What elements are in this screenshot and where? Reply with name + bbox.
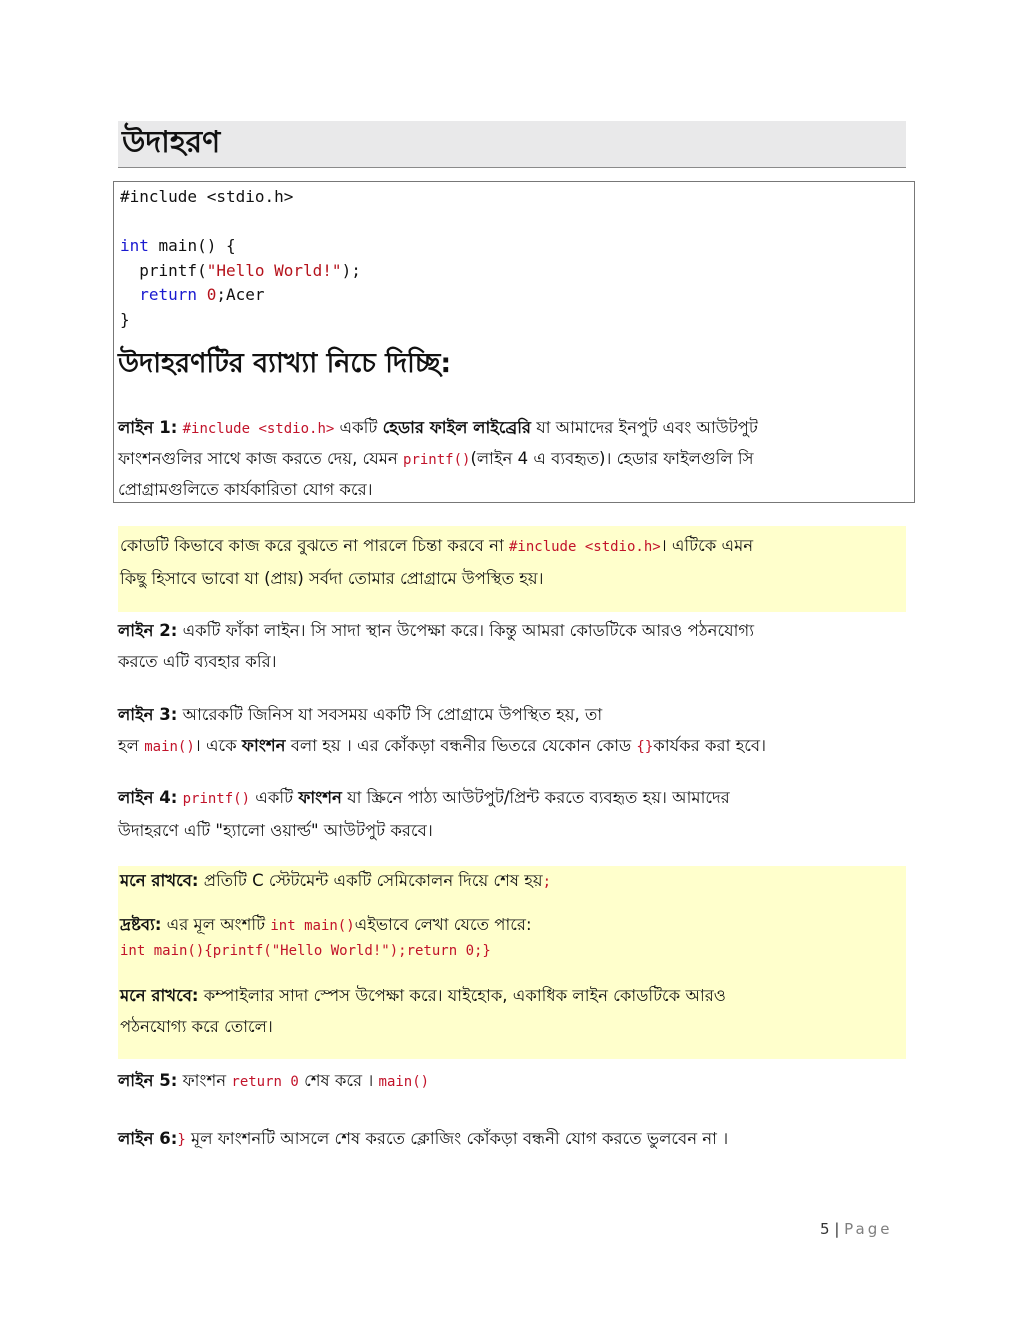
inline-code: } (177, 1132, 186, 1148)
inline-code: #include <stdio.h> (508, 539, 661, 555)
code-string: "Hello World!" (206, 260, 342, 280)
inline-code: main() (144, 739, 195, 755)
inline-code: main() (378, 1074, 430, 1090)
code-keyword-return: return (120, 285, 198, 304)
remember-label: মনে রাখবে: (120, 871, 199, 890)
note-1-text: কোডটি কিভাবে কাজ করে বুঝতে না পারলে চিন্তা করবে না #include <stdio.h>। এটিকে এমন কিছু হিসাবে ভাবো যা (প্রায়) সর্বদা তোমার প্রোগ্রামে উপস্থিত হয়। (120, 536, 754, 588)
code-line-5: return 0;Acer (120, 285, 265, 304)
remember-note: মনে রাখবে: প্রতিটি C স্টেটমেন্ট একটি সেমিকোলন দিয়ে শেষ হয়; (120, 871, 552, 890)
page-label: Page (844, 1220, 893, 1238)
inline-code: #include <stdio.h> (182, 421, 335, 437)
bold-term: হেডার ফাইল লাইব্রেরি (382, 418, 532, 437)
section-heading-bar (118, 121, 906, 168)
line-4-label: লাইন 4: (118, 788, 178, 807)
line-6-label: লাইন 6: (118, 1129, 178, 1148)
section-heading: উদাহরণ (122, 125, 221, 160)
line-4-paragraph: লাইন 4: printf() একটি ফাংশন যা স্ক্রিনে পাঠ্য আউটপুট/প্রিন্ট করতে ব্যবহৃত হয়। আমাদের উদাহরণে এটি "হ্যালো ওয়ার্ল্ড" আউটপুট করবে। (118, 788, 730, 840)
inline-code: printf() (403, 452, 471, 468)
drishtobbo-label: দ্রষ্টব্য: (120, 915, 162, 934)
code-block (120, 185, 361, 332)
inline-code: {} (636, 739, 654, 755)
line-2-label: লাইন 2: (118, 621, 178, 640)
line-6-paragraph: লাইন 6:} মূল ফাংশনটি আসলে শেষ করতে ক্লোজিং কোঁকড়া বন্ধনী যোগ করতে ভুলবেন না । (118, 1129, 729, 1148)
line-2-paragraph: লাইন 2: একটি ফাঁকা লাইন। সি সাদা স্থান উপেক্ষা করে। কিন্তু আমরা কোডটিকে আরও পঠনযোগ্য করতে এটি ব্যবহার করি। (118, 621, 755, 671)
code-line-4: printf("Hello World!"); (120, 260, 361, 280)
code-line-6: } (120, 309, 130, 329)
line-1-label: লাইন 1: (118, 418, 178, 437)
inline-code: printf() (182, 791, 251, 807)
line-1-paragraph: লাইন 1: #include <stdio.h> একটি হেডার ফাইল লাইব্রেরি যা আমাদের ইনপুট এবং আউটপুট ফাংশনগুলির সাথে কাজ করতে দেয়, যেমন printf()(লাইন 4 এ ব্যবহৃত)। হেডার ফাইলগুলি সি প্রোগ্রামগুলিতে কার্যকারিতা যোগ করে। (118, 418, 758, 499)
remember-label: মনে রাখবে: (120, 986, 199, 1005)
drishtobbo-note: দ্রষ্টব্য: এর মূল অংশটি int main()এইভাবে লেখা যেতে পারে: int main(){printf("Hello World!");return 0;} (120, 915, 532, 959)
bold-term: ফাংশন (241, 736, 286, 755)
line-3-paragraph: লাইন 3: আরেকটি জিনিস যা সবসময় একটি সি প্রোগ্রামে উপস্থিত হয়, তা হল main()। একে ফাংশন বলা হয় । এর কোঁকড়া বন্ধনীর ভিতরে যেকোন কোড {}কার্যকর করা হবে। (118, 705, 767, 755)
line-3-label: লাইন 3: (118, 705, 178, 724)
inline-code: return 0 (231, 1074, 299, 1090)
code-line-3: int main() { (120, 236, 236, 255)
line-5-paragraph: লাইন 5: ফাংশন return 0 শেষ করে । main() (118, 1071, 430, 1090)
code-number: 0 (206, 285, 217, 304)
bold-term: ফাংশন (298, 788, 342, 807)
remember-note-2: মনে রাখবে: কম্পাইলার সাদা স্পেস উপেক্ষা করে। যাইহোক, একাধিক লাইন কোডটিকে আরও পঠনযোগ্য করে তোলে। (120, 986, 726, 1036)
inline-code: int main() (270, 918, 355, 934)
explanation-title: উদাহরণটির ব্যাখ্যা নিচে দিচ্ছি: (118, 348, 452, 379)
page-number: 5 (820, 1220, 830, 1238)
code-keyword-int: int (120, 236, 149, 255)
line-5-label: লাইন 5: (118, 1071, 178, 1090)
page-footer: 5 | Page (820, 1220, 893, 1238)
code-line-1: #include <stdio.h> (120, 187, 294, 206)
one-liner-code: int main(){printf("Hello World!");return 0;} (120, 943, 491, 959)
